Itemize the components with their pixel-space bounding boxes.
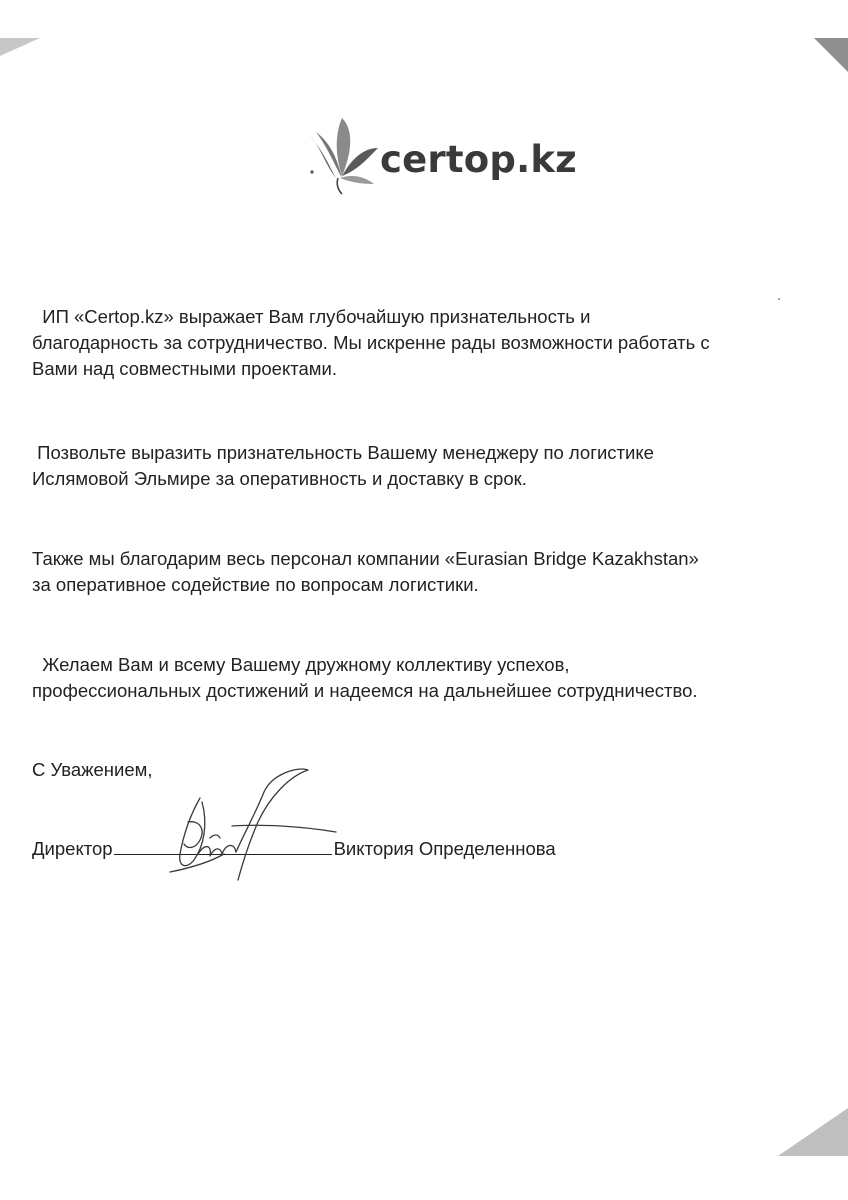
- paragraph-manager: [32, 440, 822, 492]
- signer-name: Виктория Определеннова: [333, 838, 556, 859]
- paragraph-wishes: [32, 652, 822, 704]
- logo-text: certop.kz: [380, 137, 577, 181]
- scan-speck: [778, 298, 780, 300]
- signer-title: Директор: [32, 838, 113, 859]
- paragraph-text: Также мы благодарим весь персонал компании «Eurasian Bridge Kazakhstan» за оперативное содействие по вопросам логистики.: [32, 548, 699, 595]
- handwritten-signature: [140, 762, 340, 902]
- company-logo: [302, 118, 577, 198]
- paragraph-staff: [32, 546, 822, 598]
- paragraph-text: ИП «Certop.kz» выражает Вам глубочайшую признательность и благодарность за сотрудничество. Мы искренне рады возможности работать с Вами над совместными проектами.: [32, 306, 710, 379]
- butterfly-leaf-logo-icon: [302, 118, 384, 198]
- scan-shadow-bottom-right: [778, 1108, 848, 1156]
- paragraph-gratitude: [32, 304, 822, 382]
- closing-salutation: С Уважением,: [32, 759, 153, 780]
- paragraph-text: Желаем Вам и всему Вашему дружному коллективу успехов, профессиональных достижений и надеемся на дальнейшее сотрудничество.: [32, 654, 698, 701]
- scan-shadow-top-left: [0, 38, 40, 56]
- scan-shadow-top-right: [814, 38, 848, 72]
- paragraph-text: Позвольте выразить признательность Вашему менеджеру по логистике Ислямовой Эльмире за оперативность и доставку в срок.: [32, 442, 654, 489]
